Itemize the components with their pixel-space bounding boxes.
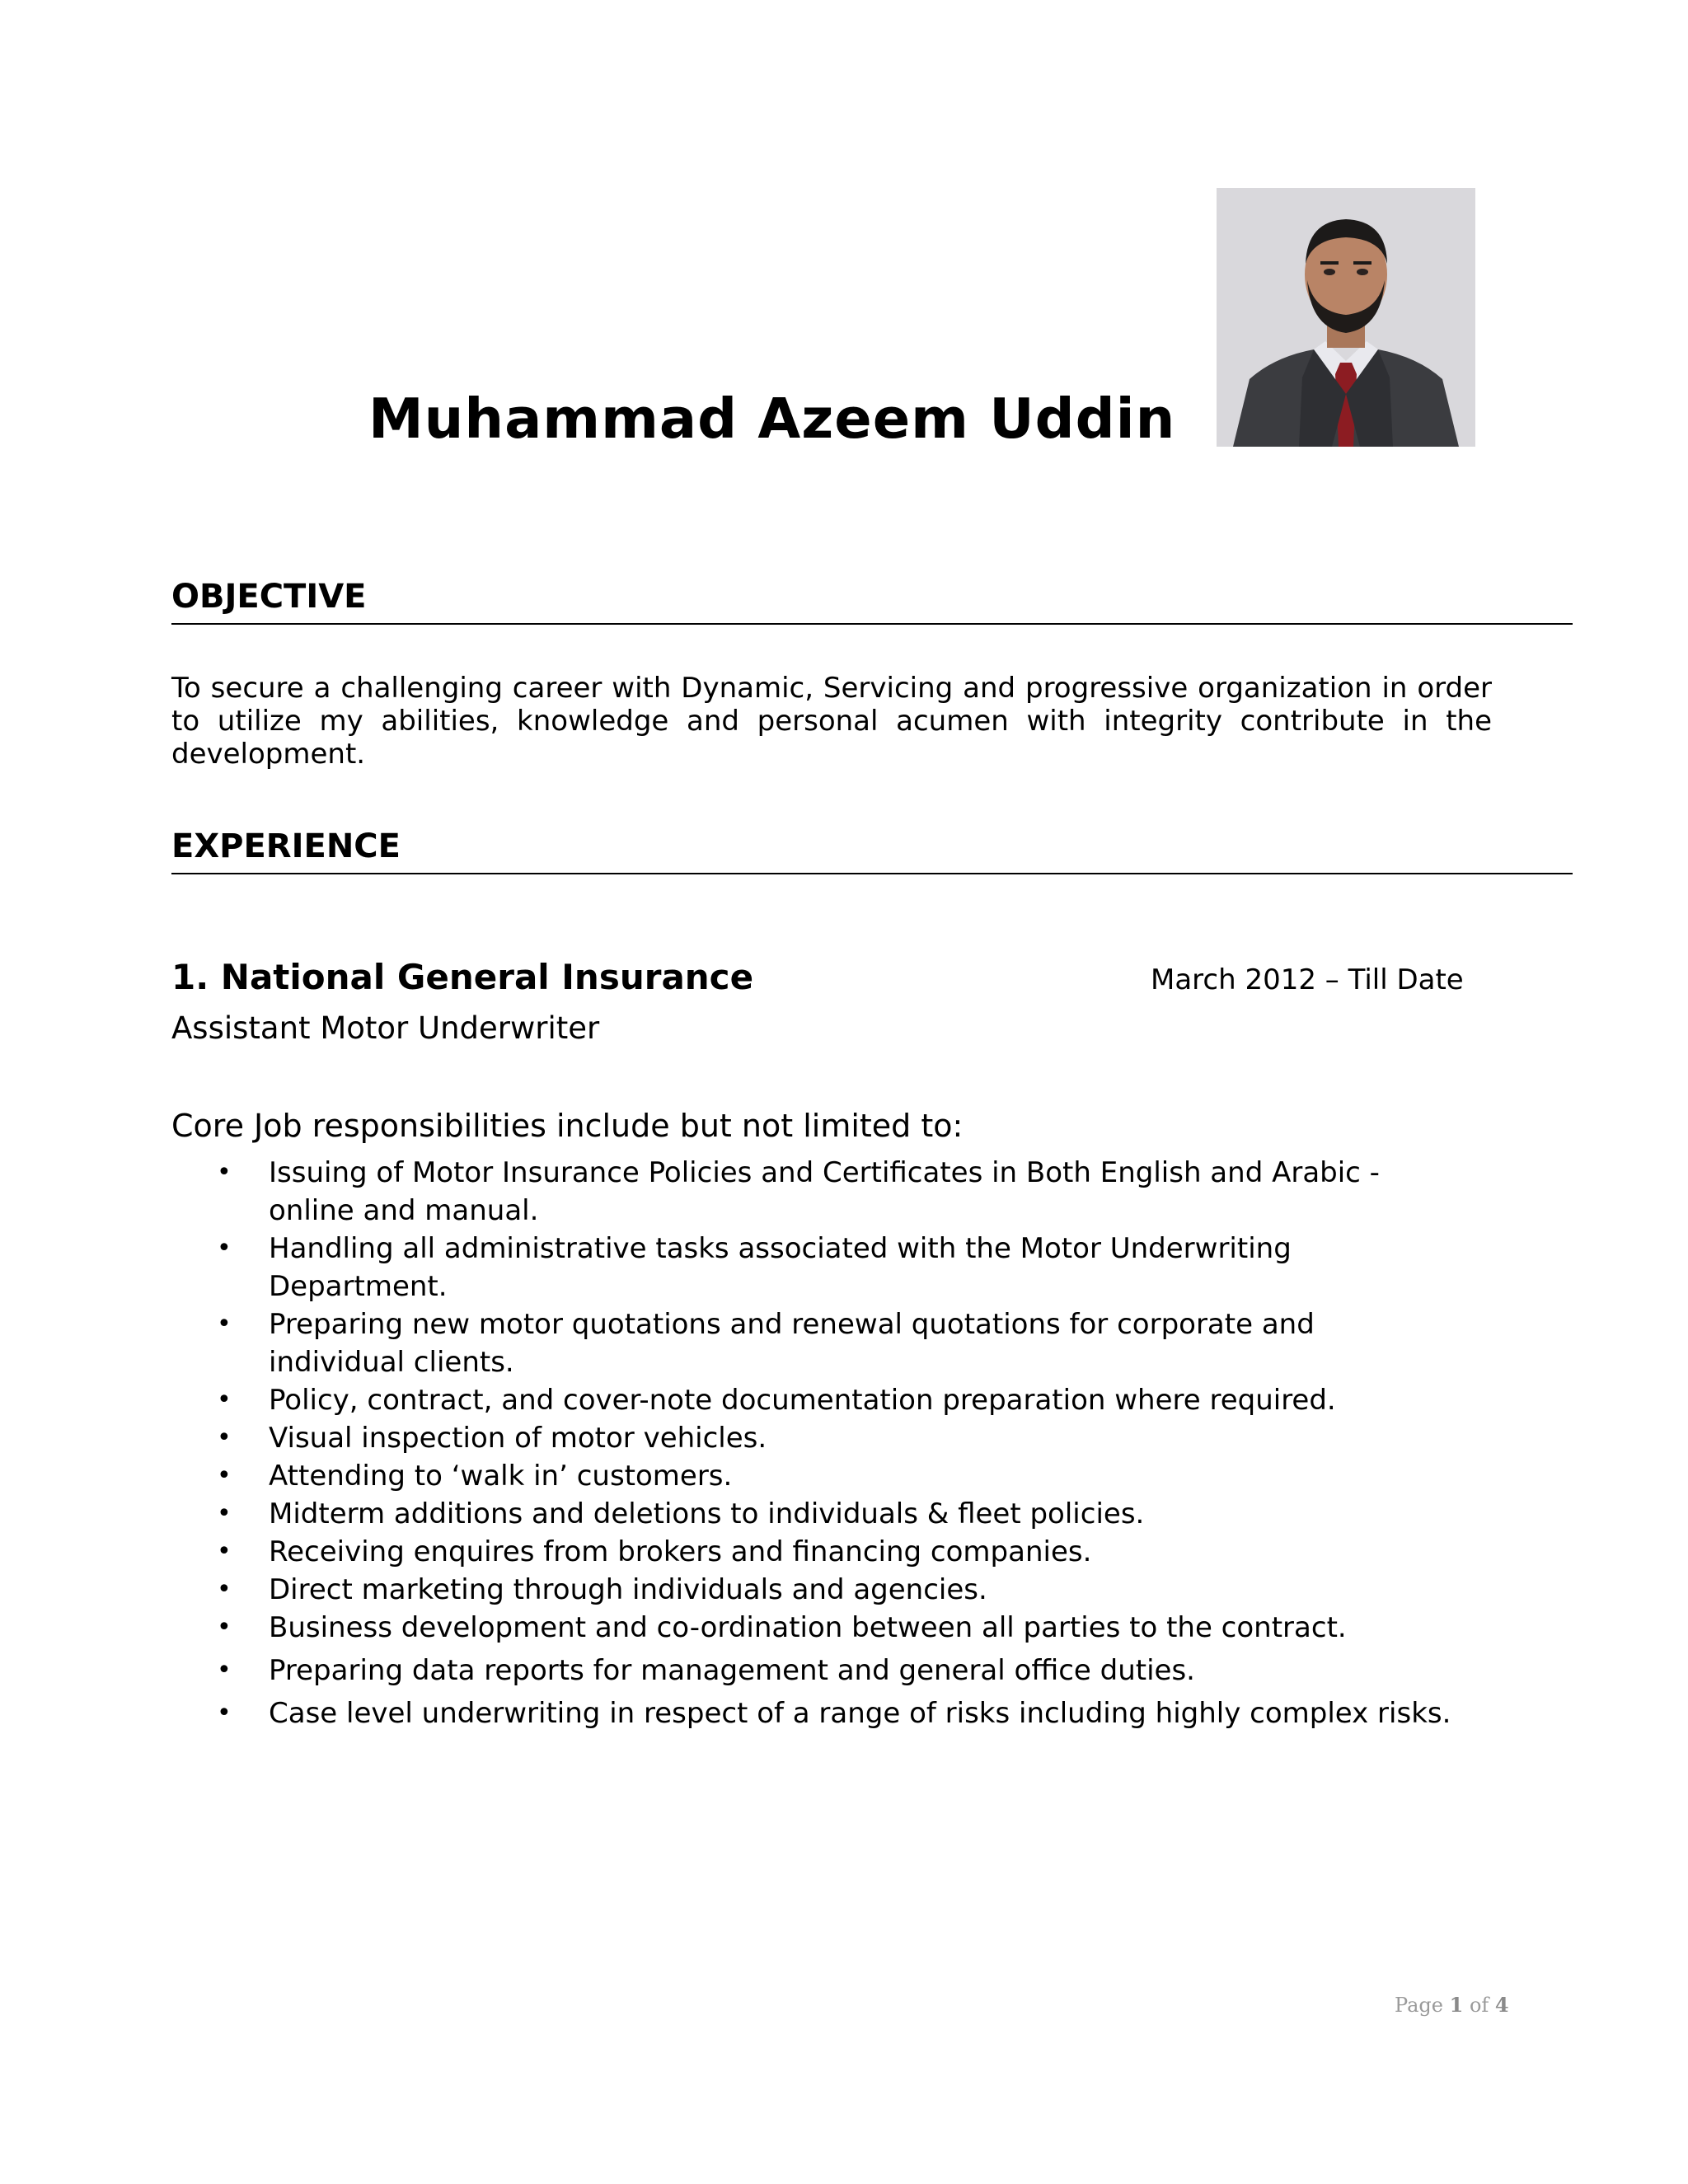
bullet-icon: • bbox=[217, 1537, 232, 1566]
list-item: • Preparing data reports for management and general office duties. bbox=[171, 1652, 1457, 1690]
bullet-icon: • bbox=[217, 1656, 232, 1685]
bullet-icon: • bbox=[217, 1385, 232, 1414]
job-dates: March 2012 – Till Date bbox=[1151, 963, 1464, 996]
list-item: • Policy, contract, and cover-note documentation preparation where required. bbox=[171, 1381, 1457, 1419]
responsibilities-list bbox=[171, 1154, 1457, 1732]
bullet-icon: • bbox=[217, 1461, 232, 1490]
bullet-icon: • bbox=[217, 1158, 232, 1187]
list-item: • Visual inspection of motor vehicles. bbox=[171, 1419, 1457, 1457]
list-item: • Midterm additions and deletions to individuals & fleet policies. bbox=[171, 1495, 1457, 1533]
list-item: • Attending to ‘walk in’ customers. bbox=[171, 1457, 1457, 1495]
list-item: • Handling all administrative tasks associated with the Motor Underwriting Department. bbox=[171, 1230, 1457, 1305]
bullet-icon: • bbox=[217, 1234, 232, 1263]
bullet-icon: • bbox=[217, 1499, 232, 1528]
page-number: Page 1 of 4 bbox=[1395, 1993, 1509, 2017]
list-item: • Issuing of Motor Insurance Policies and Certificates in Both English and Arabic -online and manual. bbox=[171, 1154, 1457, 1230]
list-item: • Case level underwriting in respect of a range of risks including highly complex risks. bbox=[171, 1694, 1457, 1732]
bullet-icon: • bbox=[217, 1613, 232, 1642]
job-role: Assistant Motor Underwriter bbox=[171, 1010, 600, 1046]
experience-heading: EXPERIENCE bbox=[171, 830, 1573, 874]
list-item: • Preparing new motor quotations and renewal quotations for corporate and individual clients. bbox=[171, 1305, 1457, 1381]
list-item: • Direct marketing through individuals and agencies. bbox=[171, 1571, 1457, 1609]
objective-heading: OBJECTIVE bbox=[171, 580, 1573, 625]
job-employer: 1. National General Insurance bbox=[171, 957, 754, 997]
bullet-icon: • bbox=[217, 1575, 232, 1604]
responsibilities-intro: Core Job responsibilities include but not limited to: bbox=[171, 1108, 964, 1144]
bullet-icon: • bbox=[217, 1699, 232, 1727]
objective-text: To secure a challenging career with Dynamic, Servicing and progressive organization in order to utilize my abilities, knowledge and personal acumen with integrity contribute in the development. bbox=[171, 672, 1492, 771]
bullet-icon: • bbox=[217, 1310, 232, 1338]
candidate-name: Muhammad Azeem Uddin bbox=[368, 387, 1176, 451]
list-item: • Business development and co-ordination between all parties to the contract. bbox=[171, 1609, 1457, 1647]
profile-photo bbox=[1217, 188, 1475, 447]
bullet-icon: • bbox=[217, 1423, 232, 1452]
list-item: • Receiving enquires from brokers and financing companies. bbox=[171, 1533, 1457, 1571]
